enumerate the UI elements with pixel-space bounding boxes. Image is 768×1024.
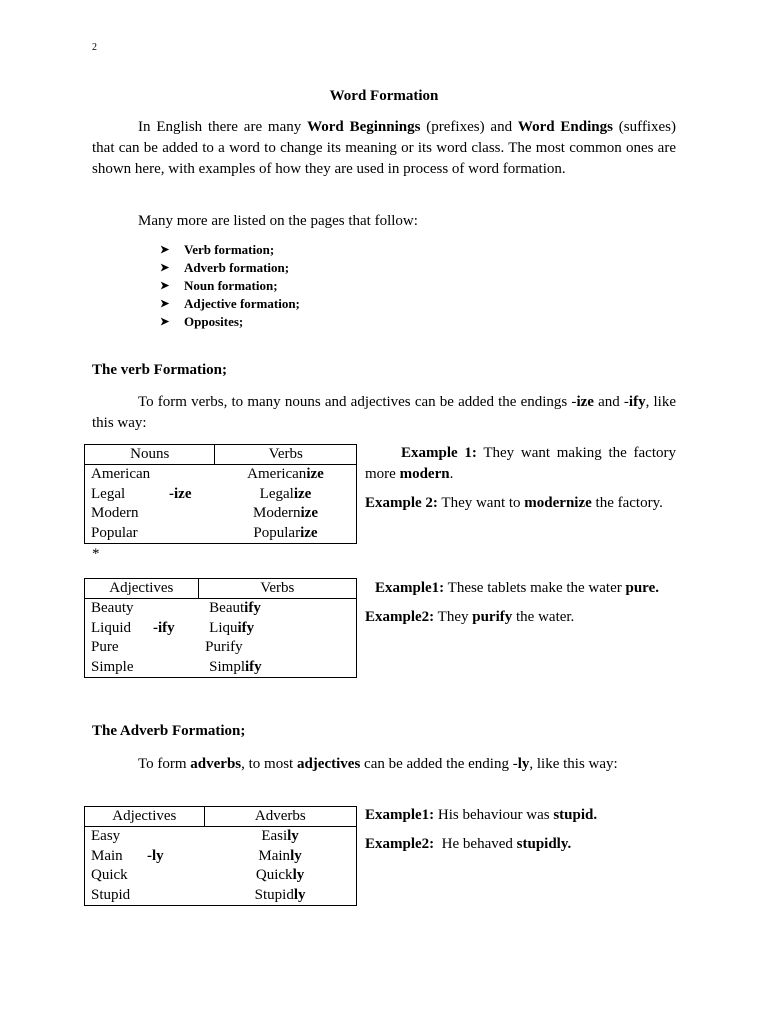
adjectives-adverbs-table [84,806,357,906]
list-item: ➤ Noun formation; [160,278,278,293]
table-row: Easy Easily [91,828,299,844]
arrow-bullet-icon: ➤ [160,262,170,274]
suffix-label: -ize [169,485,192,502]
suffix-label: -ify [153,619,175,636]
page-title: Word Formation [329,88,439,104]
table-row: Pure Purify [91,639,243,655]
adverb-section-heading: The Adverb Formation; [92,723,246,739]
nouns-verbs-table [84,444,357,544]
page-number: 2 [92,42,97,53]
asterisk-mark: * [92,546,100,562]
suffix-label: -ly [147,847,164,864]
table-row: Stupid Stupidly [91,886,306,903]
list-item: ➤ Verb formation; [160,242,275,257]
table-row: Popular Popularize [91,524,318,541]
example-line: Example2: He behaved stupidly. [365,836,572,852]
arrow-bullet-icon: ➤ [160,298,170,310]
adjectives-verbs-table [84,578,357,678]
example-line: Example1: These tablets make the water pure. [375,580,659,596]
intro-paragraph: In English there are many Word Beginnings (prefixes) and Word Endings (suffixes) that can be added to a word to change its meaning or its word class. The most common ones are shown here, with examples of how they are used in process of word formation. [92,119,676,177]
table-row: Modern Modernize [91,505,318,521]
verb-examples-1 [365,443,676,522]
arrow-bullet-icon: ➤ [160,280,170,292]
example-line: Example 2: They want to modernize the factory. [365,495,663,511]
verb-section-text: To form verbs, to many nouns and adjectives can be added the endings -ize and -ify, like this way: [92,394,677,431]
bullet-list [160,241,300,331]
list-item: ➤ Opposites; [160,314,244,329]
list-item: ➤ Adverb formation; [160,260,290,275]
verb-section-heading: The verb Formation; [92,362,227,378]
table-header: Adjectives [85,579,199,599]
table-row: American Americanize [91,466,324,482]
table-row: Simple Simplify [91,658,262,675]
table-row: Legal -ize Legalize [85,485,357,505]
table-row: Liquid -ify Liquify [85,619,357,639]
table-header: Adverbs [204,807,356,827]
example-line: Example1: His behaviour was stupid. [365,807,598,823]
table-row: Beauty Beautify [91,600,261,616]
arrow-bullet-icon: ➤ [160,244,170,256]
table-header: Verbs [215,445,357,465]
example-line: Example2: They purify the water. [365,609,575,625]
intro-paragraph-2: Many more are listed on the pages that follow: [138,213,418,229]
table-row: Quick Quickly [91,867,305,883]
example-line: Example 1: They want making the factory more modern. [365,445,676,482]
adverb-examples [365,805,676,863]
verb-examples-2 [365,578,676,636]
arrow-bullet-icon: ➤ [160,316,170,328]
table-row: Main -ly Mainly [85,847,357,867]
table-header: Nouns [85,445,215,465]
table-header: Verbs [198,579,356,599]
list-item: ➤ Adjective formation; [160,296,300,311]
adverb-section-text: To form adverbs, to most adjectives can be added the ending -ly, like this way: [138,756,618,772]
table-header: Adjectives [85,807,205,827]
